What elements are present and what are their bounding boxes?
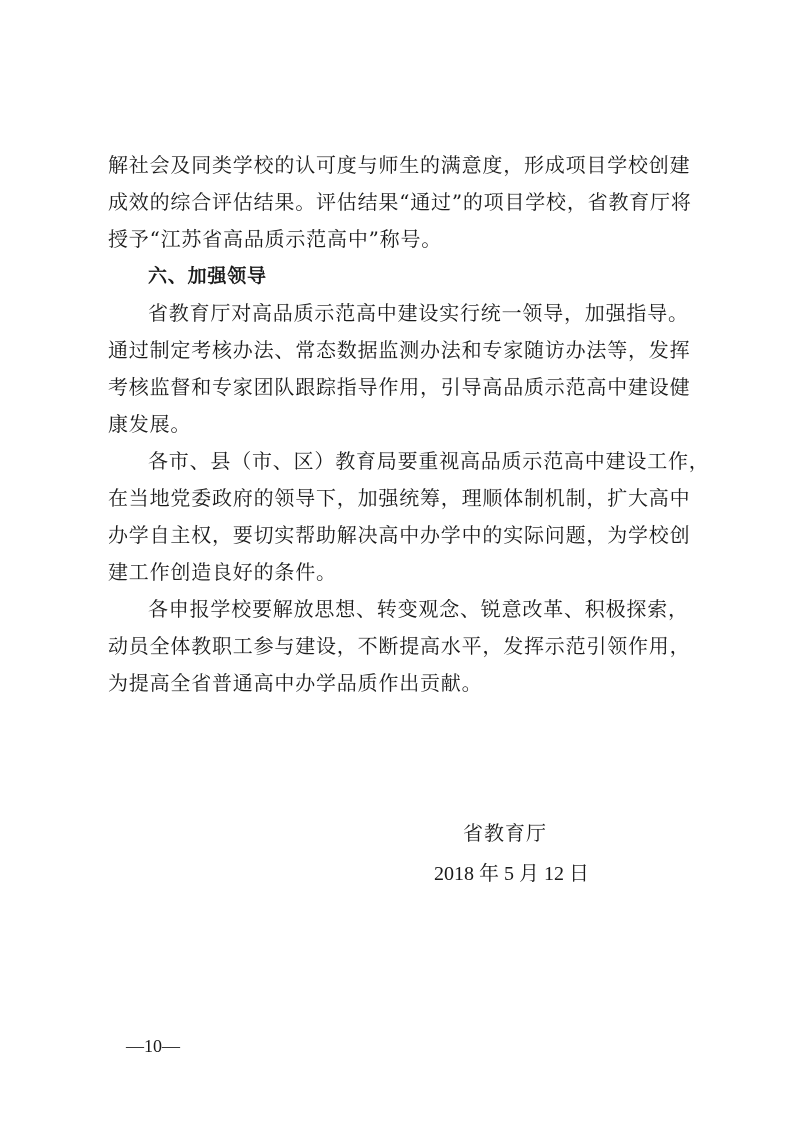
document-body: [108, 147, 710, 702]
body-line: 为提高全省普通高中办学品质作出贡献。: [108, 671, 483, 695]
body-line: 动员全体教职工参与建设，不断提高水平，发挥示范引领作用，: [108, 634, 691, 658]
section-heading: 六、加强领导: [148, 265, 267, 287]
body-line: 考核监督和专家团队跟踪指导作用，引导高品质示范高中建设健: [108, 375, 691, 399]
body-line: 在当地党委政府的领导下，加强统筹，理顺体制机制，扩大高中: [108, 486, 691, 510]
body-line: 康发展。: [108, 412, 192, 436]
body-line: 解社会及同类学校的认可度与师生的满意度，形成项目学校创建: [108, 153, 691, 177]
body-line: 成效的综合评估结果。评估结果“通过”的项目学校，省教育厅将: [108, 190, 692, 214]
body-line: 授予“江苏省高品质示范高中”称号。: [108, 227, 443, 251]
body-line: 省教育厅对高品质示范高中建设实行统一领导，加强指导。: [148, 301, 689, 325]
body-line: 建工作创造良好的条件。: [108, 560, 337, 584]
body-line: 办学自主权，要切实帮助解决高中办学中的实际问题，为学校创: [108, 523, 691, 547]
body-line: 通过制定考核办法、常态数据监测办法和专家随访办法等，发挥: [108, 338, 691, 362]
body-line: 各市、县（市、区）教育局要重视高品质示范高中建设工作，: [148, 449, 710, 473]
signature-date: 2018 年 5 月 12 日: [434, 863, 589, 885]
body-line: 各申报学校要解放思想、转变观念、锐意改革、积极探索，: [148, 597, 689, 621]
signature-organization: 省教育厅: [463, 821, 547, 845]
page-number: —10—: [126, 1036, 180, 1056]
